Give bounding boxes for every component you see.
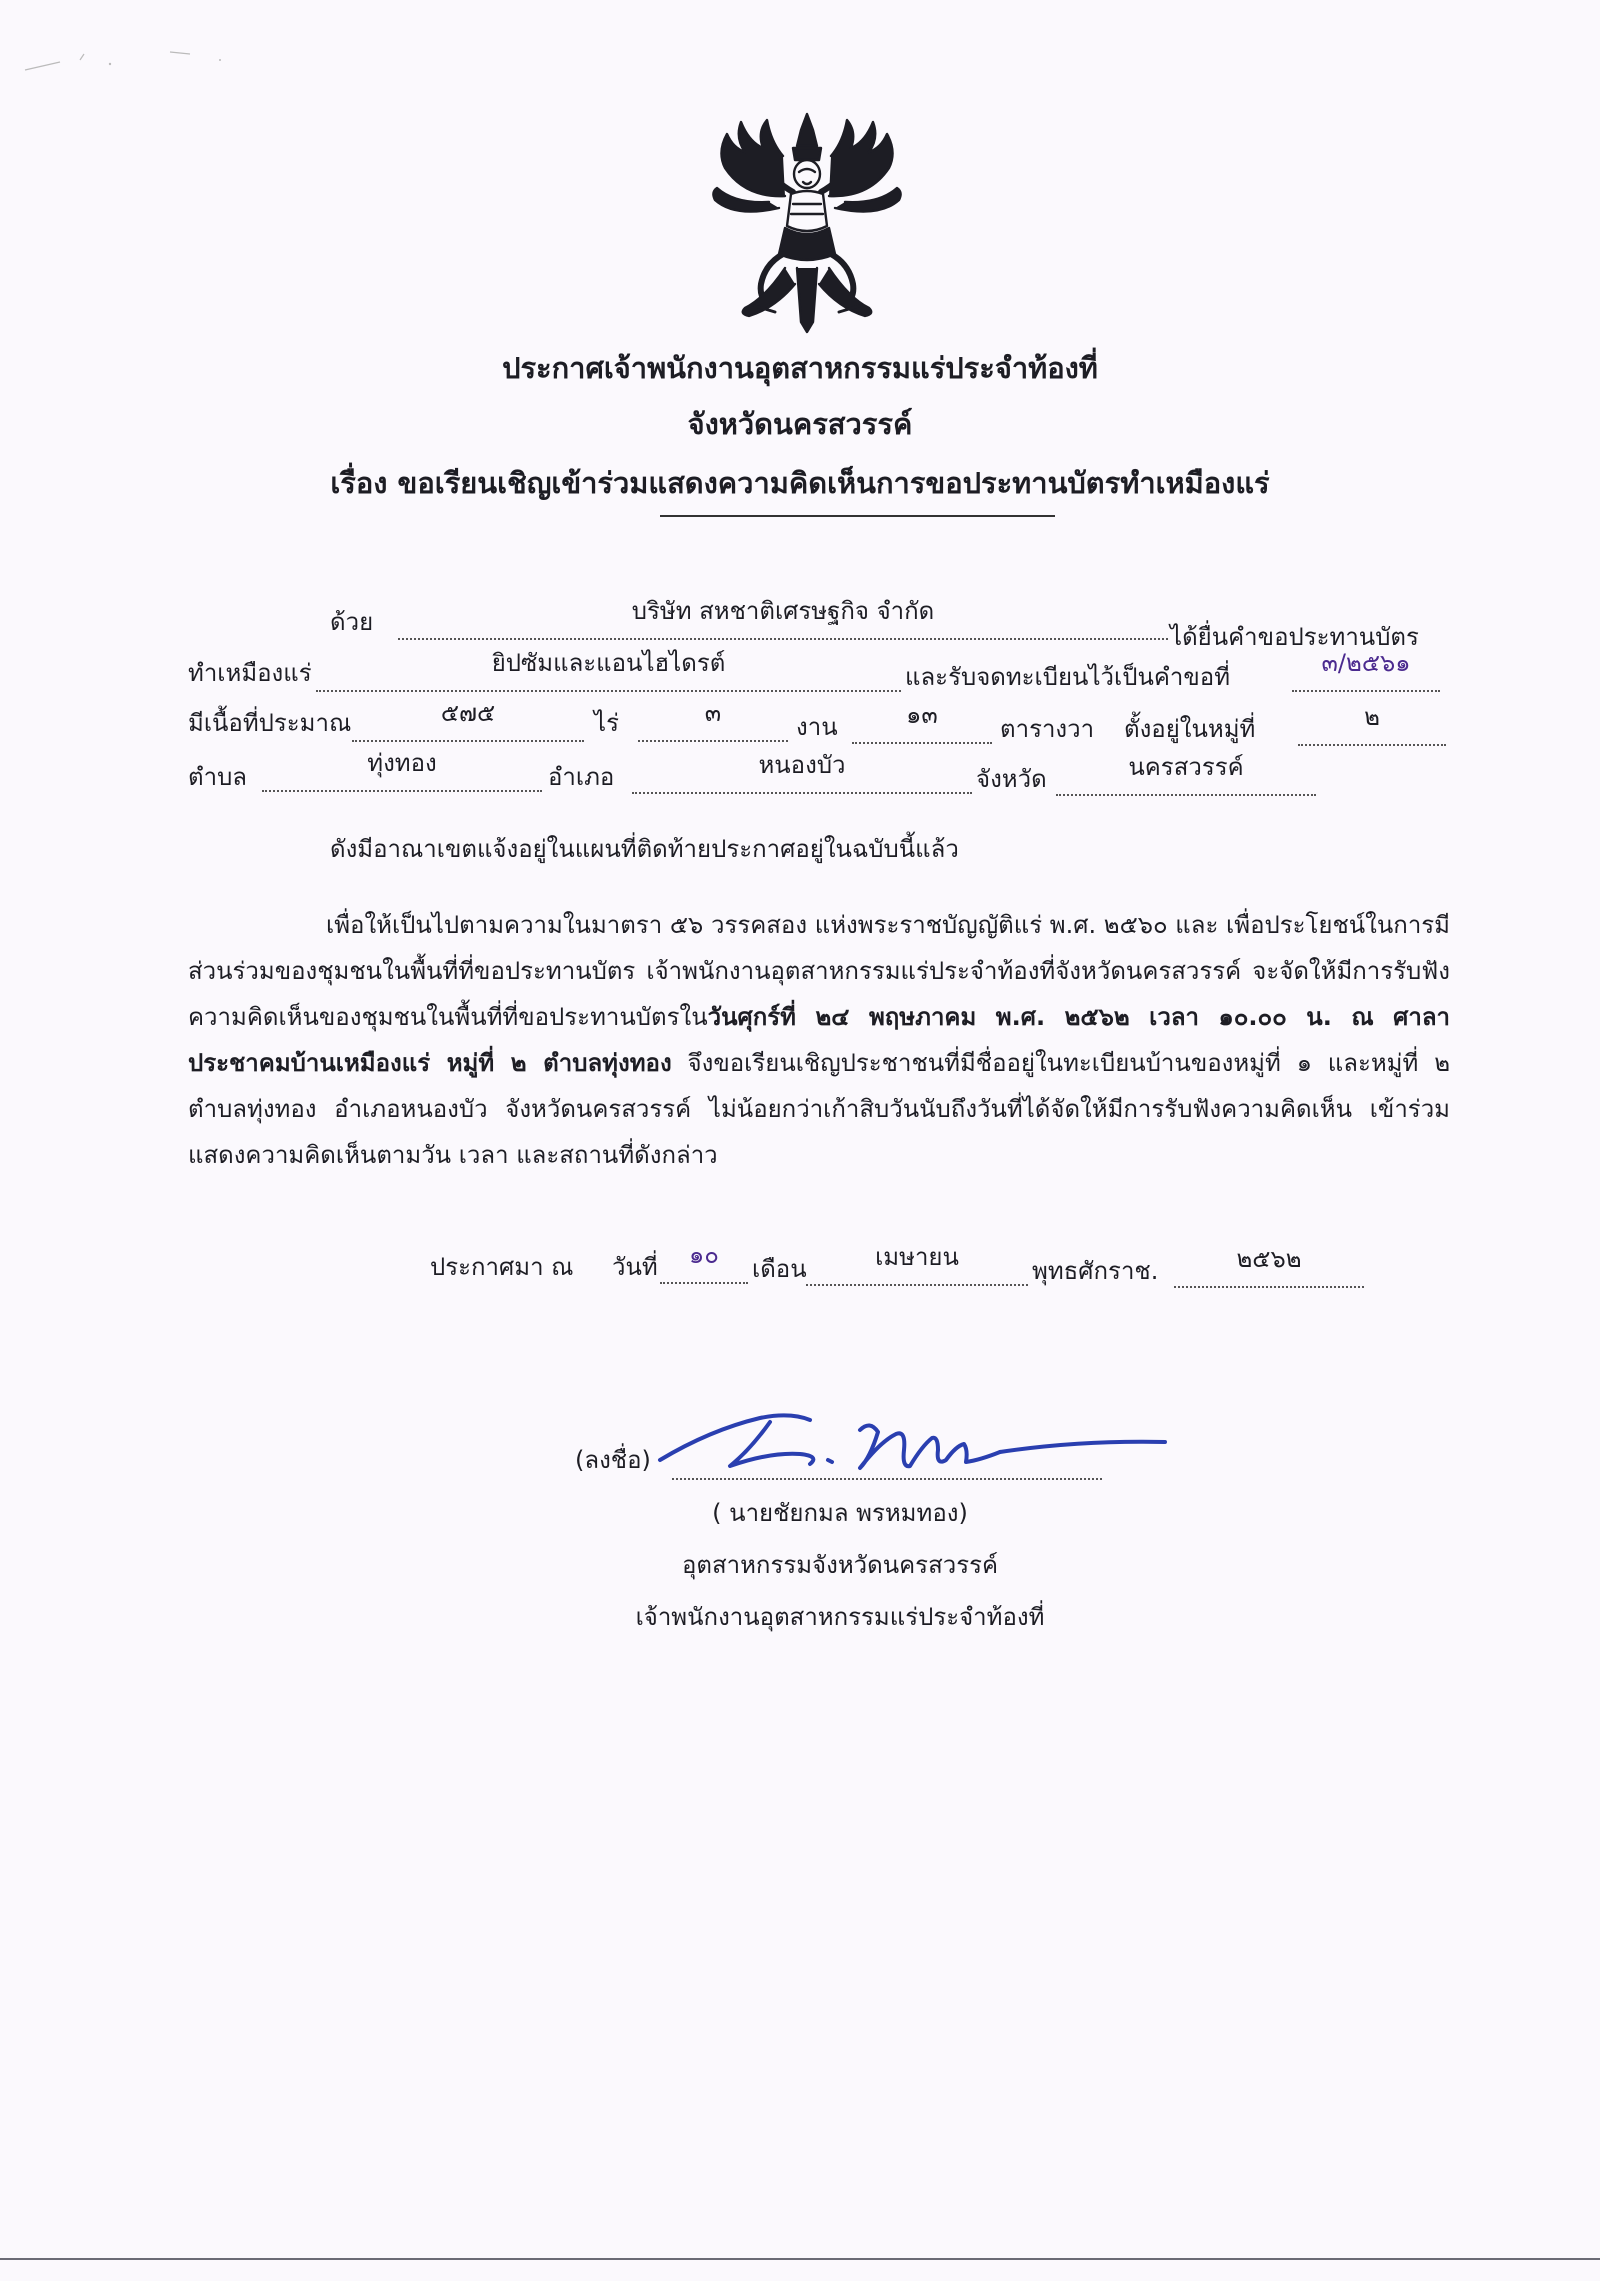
label-announced: ประกาศมา ณ: [430, 1253, 574, 1281]
label-mining: ทำเหมืองแร่: [188, 659, 312, 687]
signer-position-1: อุตสาหกรรมจังหวัดนครสวรรค์: [681, 1551, 999, 1579]
header-underline: [660, 515, 1055, 517]
header-province: จังหวัดนครสวรรค์: [687, 407, 913, 441]
label-submitted: ได้ยื่นคำขอประทานบัตร: [1170, 623, 1419, 651]
field-rai: ๕๗๕: [352, 710, 584, 742]
field-ngan: ๓: [638, 710, 788, 742]
garuda-emblem-icon: [705, 108, 910, 338]
paragraph-date-venue: วันศุกร์ที่ ๒๔ พฤษภาคม พ.ศ. ๒๕๖๒ เวลา ๑๐.๐๐ น. ณ ศาลาประชาคมบ้านเหมืองแร่ หมู่ที่ ๒ ตำบลทุ่งทอง: [188, 1003, 1450, 1077]
paragraph-text-2: จึงขอเรียนเชิญประชาชนที่มีชื่ออยู่ในทะเบียนบ้านของหมู่ที่ ๑ และหมู่ที่ ๒ ตำบลทุ่งทอง อำเภอหนองบัว จังหวัดนครสวรรค์ ไม่น้อยกว่าเก้าสิบวันนับถึงวันที่ได้จัดให้มีการรับฟังความคิดเห็น เข้าร่วมแสดงความคิดเห็นตามวัน เวลา และสถานที่ดังกล่าว: [188, 1049, 1451, 1169]
label-area: มีเนื้อที่ประมาณ: [188, 709, 352, 737]
label-month: เดือน: [752, 1255, 807, 1283]
label-registered: และรับจดทะเบียนไว้เป็นคำขอที่: [905, 663, 1231, 691]
header-authority: ประกาศเจ้าพนักงานอุตสาหกรรมแร่ประจำท้องที่: [502, 351, 1098, 385]
field-request-no: ๓/๒๕๖๑: [1292, 660, 1440, 692]
field-company: บริษัท สหชาติเศรษฐกิจ จำกัด: [398, 608, 1168, 640]
scan-edge-line: [0, 2258, 1600, 2260]
signer-name: ( นายชัยกมล พรหมทอง): [712, 1499, 968, 1527]
label-sq-wa: ตารางวา: [1000, 715, 1095, 743]
label-ngan: งาน: [796, 713, 838, 741]
signer-position-2: เจ้าพนักงานอุตสาหกรรมแร่ประจำท้องที่: [635, 1603, 1045, 1631]
field-day: ๑๐: [660, 1252, 748, 1284]
label-day: วันที่: [612, 1253, 658, 1281]
field-province: นครสวรรค์: [1056, 764, 1316, 796]
paragraph-text-1: เพื่อให้เป็นไปตามความในมาตรา ๕๖ วรรคสอง แห่งพระราชบัญญัติแร่ พ.ศ. ๒๕๖๐ และ เพื่อประโยชน์ในการมีส่วนร่วมของชุมชนในพื้นที่ที่ขอประทานบัตร เจ้าพนักงานอุตสาหกรรมแร่ประจำท้องที่จังหวัดนครสวรรค์ จะจัดให้มีการรับฟังความคิดเห็นของชุมชนในพื้นที่ที่ขอประทานบัตรใน: [188, 911, 1450, 1031]
field-amphoe: หนองบัว: [632, 762, 972, 794]
label-province: จังหวัด: [976, 765, 1047, 793]
map-note: ดังมีอาณาเขตแจ้งอยู่ในแผนที่ติดท้ายประกาศอยู่ในฉบับนี้แล้ว: [330, 835, 959, 863]
scan-specks: [20, 40, 250, 80]
label-rai: ไร่: [594, 709, 619, 737]
field-month: เมษายน: [806, 1254, 1028, 1286]
label-year: พุทธศักราช.: [1032, 1257, 1159, 1285]
invitation-paragraph: [188, 902, 1450, 1178]
label-tambon: ตำบล: [188, 763, 248, 791]
handwritten-signature: [560, 1390, 1200, 1510]
label-amphoe: อำเภอ: [548, 763, 615, 791]
field-sq-wa: ๑๓: [852, 712, 992, 744]
header-subject: เรื่อง ขอเรียนเชิญเข้าร่วมแสดงความคิดเห็นการขอประทานบัตรทำเหมืองแร่: [330, 466, 1270, 500]
label-signed: (ลงชื่อ): [575, 1446, 651, 1474]
field-mineral: ยิปซัมและแอนไฮไดรต์: [316, 660, 901, 692]
label-by: ด้วย: [330, 608, 374, 636]
field-tambon: ทุ่งทอง: [262, 760, 542, 792]
field-village-no: ๒: [1298, 714, 1446, 746]
label-village: ตั้งอยู่ในหมู่ที่: [1124, 715, 1256, 743]
field-year: ๒๕๖๒: [1174, 1256, 1364, 1288]
